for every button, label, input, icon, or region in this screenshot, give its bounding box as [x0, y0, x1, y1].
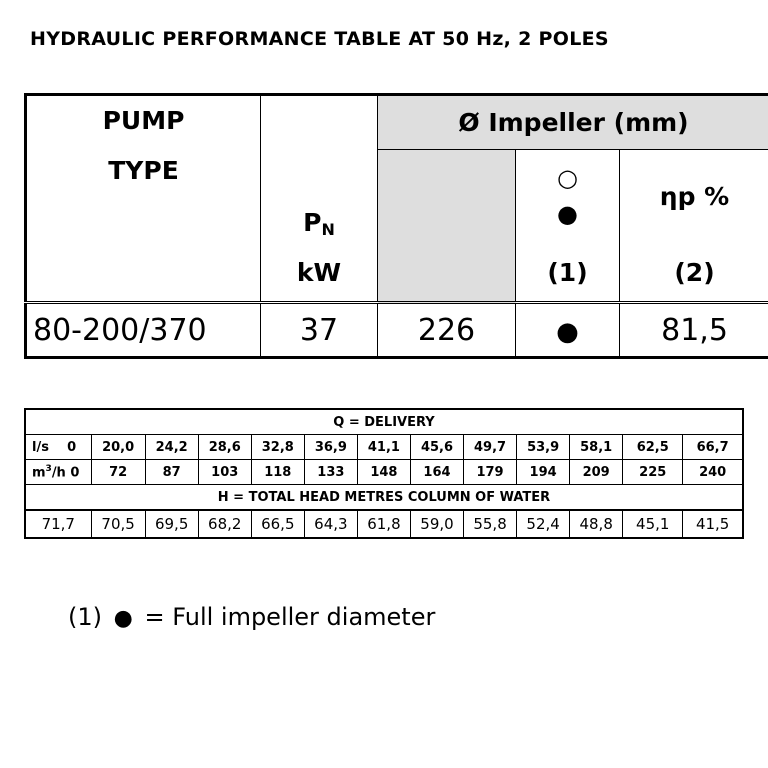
flow-m3h-unit: $m^3/h$ 0	[25, 460, 91, 485]
flow-ls-cell: 45,6	[410, 435, 463, 460]
performance-table	[24, 408, 744, 539]
full-impeller-icon: ●	[113, 606, 133, 631]
flow-ls-cell: 53,9	[517, 435, 570, 460]
power-value: 37	[261, 303, 378, 358]
head-cell: 69,5	[145, 510, 198, 538]
flow-m3h-cell: 87	[145, 460, 198, 485]
head-cell: 59,0	[410, 510, 463, 538]
note-ref-2: (2)	[674, 257, 715, 287]
head-cell: 64,3	[304, 510, 357, 538]
pump-spec-table	[24, 93, 768, 359]
flow-ls-cell: 58,1	[570, 435, 623, 460]
flow-m3h-cell: 118	[251, 460, 304, 485]
impeller-symbol-header	[516, 149, 620, 302]
power-symbol: $P_N$	[303, 208, 335, 239]
head-cell: 41,5	[683, 510, 743, 538]
footnote-text: Full impeller diameter	[172, 603, 436, 631]
pump-type-header	[26, 95, 261, 303]
flow-m3h-cell: 148	[357, 460, 410, 485]
flow-ls-unit: l/s 0	[25, 435, 91, 460]
impeller-blank-cell	[378, 149, 516, 302]
flow-m3h-cell: 194	[517, 460, 570, 485]
head-cell: 48,8	[570, 510, 623, 538]
head-cell: 68,2	[198, 510, 251, 538]
flow-m3h-cell: 225	[623, 460, 683, 485]
efficiency-header	[620, 149, 768, 302]
flow-ls-cell: 36,9	[304, 435, 357, 460]
flow-m3h-cell: 240	[683, 460, 743, 485]
filled-circle-icon: ●	[557, 199, 578, 228]
flow-ls-cell: 62,5	[623, 435, 683, 460]
head-cell: 71,7	[25, 510, 91, 538]
flow-ls-cell: 24,2	[145, 435, 198, 460]
flow-ls-cell: 28,6	[198, 435, 251, 460]
head-cell: 66,5	[251, 510, 304, 538]
head-caption: H = TOTAL HEAD METRES COLUMN OF WATER	[25, 485, 743, 511]
efficiency-label: ηp %	[659, 181, 730, 211]
flow-m3h-row	[25, 460, 743, 485]
head-row	[25, 510, 743, 538]
power-subscript: N	[321, 220, 335, 239]
head-cell: 55,8	[464, 510, 517, 538]
note-ref-1: (1)	[547, 257, 588, 287]
flow-ls-row	[25, 435, 743, 460]
flow-ls-cell: 49,7	[464, 435, 517, 460]
head-cell: 45,1	[623, 510, 683, 538]
flow-ls-cell: 66,7	[683, 435, 743, 460]
pump-type-value: 80-200/370	[26, 303, 261, 358]
head-cell: 70,5	[91, 510, 145, 538]
footnote-ref: (1)	[68, 603, 102, 631]
footnote-equals: =	[144, 603, 165, 631]
flow-m3h-cell: 164	[410, 460, 463, 485]
footnote	[68, 603, 435, 631]
delivery-caption: Q = DELIVERY	[25, 409, 743, 435]
pump-header-line1: PUMP	[102, 106, 185, 135]
page-title: HYDRAULIC PERFORMANCE TABLE AT 50 Hz, 2 POLES	[30, 28, 609, 50]
flow-ls-cell: 41,1	[357, 435, 410, 460]
flow-m3h-cell: 209	[570, 460, 623, 485]
flow-ls-cell: 32,8	[251, 435, 304, 460]
flow-m3h-cell: 133	[304, 460, 357, 485]
flow-m3h-cell: 103	[198, 460, 251, 485]
head-cell: 61,8	[357, 510, 410, 538]
flow-m3h-cell: 179	[464, 460, 517, 485]
impeller-value: 226	[378, 303, 516, 358]
impeller-header: Ø Impeller (mm)	[378, 95, 768, 150]
power-unit: kW	[296, 258, 342, 287]
efficiency-value: 81,5	[620, 303, 768, 358]
power-header	[261, 95, 378, 303]
full-impeller-marker-icon: ●	[516, 303, 620, 358]
open-circle-icon: ○	[557, 163, 578, 192]
head-cell: 52,4	[517, 510, 570, 538]
flow-m3h-cell: 72	[91, 460, 145, 485]
pump-header-line2: TYPE	[108, 156, 179, 185]
flow-ls-cell: 20,0	[91, 435, 145, 460]
